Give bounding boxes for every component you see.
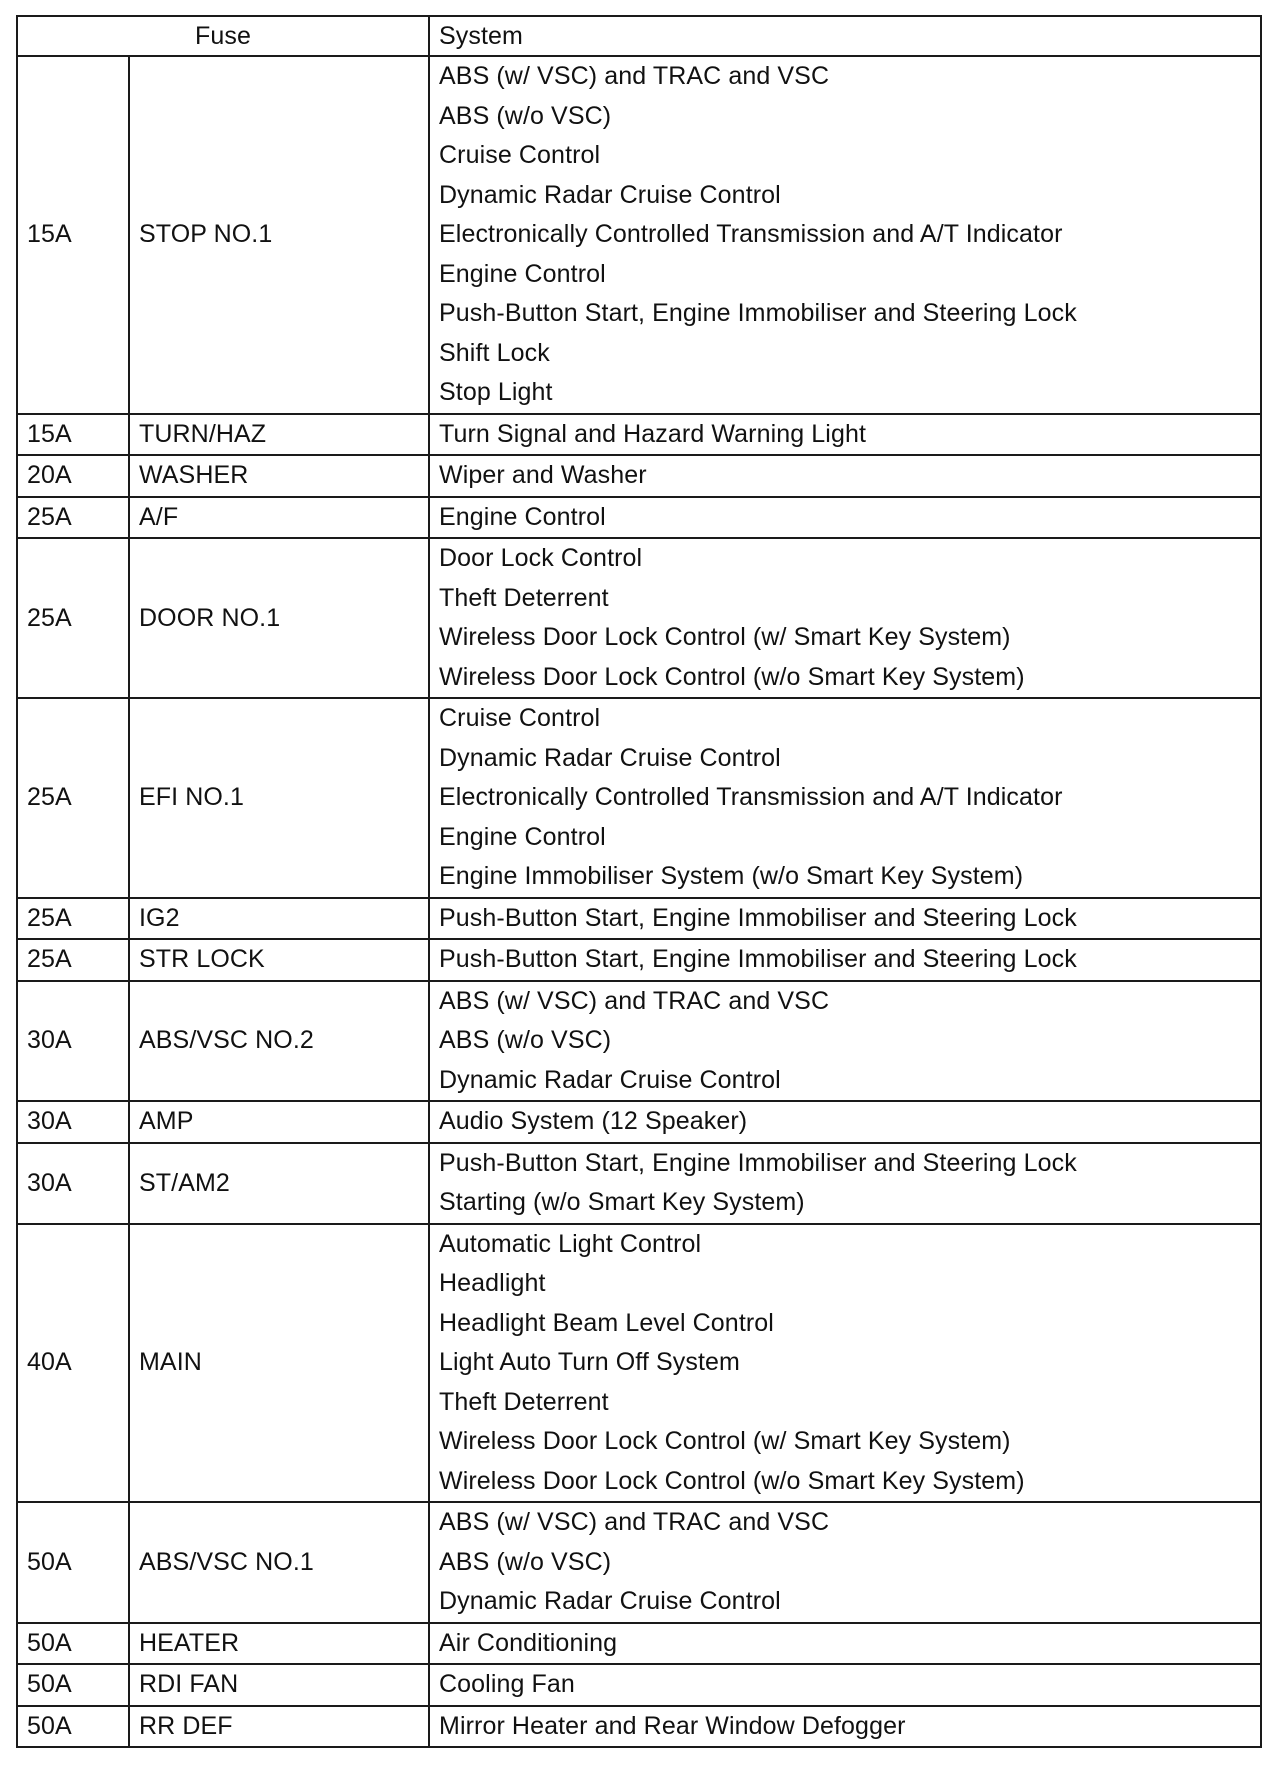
system-item: Dynamic Radar Cruise Control (439, 1587, 781, 1615)
fuse-name: STR LOCK (129, 939, 429, 981)
system-cell (429, 497, 1261, 539)
table-row (17, 455, 1261, 497)
system-item: ABS (w/o VSC) (439, 1026, 612, 1054)
fuse-amperage: 25A (17, 898, 129, 940)
fuse-amperage: 25A (17, 538, 129, 698)
table-row (17, 1664, 1261, 1706)
system-item: Dynamic Radar Cruise Control (439, 743, 781, 772)
fuse-column-header: Fuse (17, 16, 429, 56)
system-item: Push-Button Start, Engine Immobiliser and Steering Lock (439, 945, 1077, 973)
fuse-name: STOP NO.1 (129, 56, 429, 414)
system-cell (429, 1143, 1261, 1224)
system-item: Headlight Beam Level Control (439, 1308, 774, 1337)
system-cell (429, 455, 1261, 497)
table-row (17, 1224, 1261, 1503)
system-item: Push-Button Start, Engine Immobiliser and Steering Lock (439, 903, 1077, 932)
system-item: Push-Button Start, Engine Immobiliser and Steering Lock (439, 299, 1077, 327)
table-row (17, 898, 1261, 940)
system-cell (429, 1664, 1261, 1706)
table-row (17, 1502, 1261, 1623)
fuse-name: MAIN (129, 1224, 429, 1503)
table-row (17, 698, 1261, 898)
table-row (17, 414, 1261, 456)
system-column-header: System (429, 16, 1261, 56)
table-row (17, 538, 1261, 698)
system-item: Wiper and Washer (439, 461, 647, 489)
fuse-name: HEATER (129, 1623, 429, 1665)
system-item: Turn Signal and Hazard Warning Light (439, 419, 866, 448)
system-item: Dynamic Radar Cruise Control (439, 180, 781, 209)
system-item: ABS (w/o VSC) (439, 1547, 612, 1576)
system-item: ABS (w/o VSC) (439, 101, 612, 130)
system-cell (429, 56, 1261, 414)
table-row (17, 939, 1261, 981)
fuse-name: WASHER (129, 455, 429, 497)
system-item: Wireless Door Lock Control (w/o Smart Key System) (439, 1466, 1025, 1495)
fuse-amperage: 30A (17, 1101, 129, 1143)
fuse-amperage: 15A (17, 414, 129, 456)
system-item: Light Auto Turn Off System (439, 1348, 740, 1376)
system-item: Wireless Door Lock Control (w/ Smart Key System) (439, 623, 1011, 651)
system-item: Wireless Door Lock Control (w/ Smart Key System) (439, 1427, 1011, 1455)
system-item: Mirror Heater and Rear Window Defogger (439, 1711, 906, 1740)
system-item: Stop Light (439, 378, 553, 406)
system-cell (429, 1502, 1261, 1623)
table-row (17, 1101, 1261, 1143)
fuse-amperage: 50A (17, 1502, 129, 1623)
fuse-amperage: 50A (17, 1664, 129, 1706)
table-header-row (17, 16, 1261, 56)
table-row (17, 56, 1261, 414)
table-row (17, 1143, 1261, 1224)
fuse-name: ABS/VSC NO.2 (129, 981, 429, 1102)
system-cell (429, 1706, 1261, 1748)
system-item: Engine Immobiliser System (w/o Smart Key System) (439, 862, 1024, 890)
system-cell (429, 698, 1261, 898)
system-item: ABS (w/ VSC) and TRAC and VSC (439, 1508, 830, 1536)
system-cell (429, 939, 1261, 981)
system-item: ABS (w/ VSC) and TRAC and VSC (439, 62, 830, 90)
system-cell (429, 414, 1261, 456)
system-item: Door Lock Control (439, 544, 643, 572)
system-item: Theft Deterrent (439, 583, 609, 612)
table-row (17, 1623, 1261, 1665)
system-cell (429, 538, 1261, 698)
table-row (17, 981, 1261, 1102)
fuse-amperage: 40A (17, 1224, 129, 1503)
system-item: Push-Button Start, Engine Immobiliser and Steering Lock (439, 1148, 1077, 1177)
system-item: Starting (w/o Smart Key System) (439, 1188, 805, 1216)
system-cell (429, 981, 1261, 1102)
fuse-name: TURN/HAZ (129, 414, 429, 456)
fuse-name: RR DEF (129, 1706, 429, 1748)
system-item: Electronically Controlled Transmission and A/T Indicator (439, 783, 1063, 811)
fuse-amperage: 50A (17, 1623, 129, 1665)
system-cell (429, 1623, 1261, 1665)
fuse-amperage: 50A (17, 1706, 129, 1748)
system-item: Cooling Fan (439, 1670, 575, 1698)
system-item: Shift Lock (439, 338, 550, 367)
table-body (17, 56, 1261, 1747)
fuse-name: DOOR NO.1 (129, 538, 429, 698)
system-item: Cruise Control (439, 141, 601, 169)
fuse-amperage: 25A (17, 497, 129, 539)
system-item: Headlight (439, 1269, 546, 1297)
fuse-name: ABS/VSC NO.1 (129, 1502, 429, 1623)
system-item: ABS (w/ VSC) and TRAC and VSC (439, 986, 830, 1015)
system-item: Theft Deterrent (439, 1387, 609, 1416)
system-item: Engine Control (439, 502, 606, 531)
system-item: Air Conditioning (439, 1628, 618, 1657)
system-item: Audio System (12 Speaker) (439, 1107, 748, 1135)
fuse-name: EFI NO.1 (129, 698, 429, 898)
fuse-table (16, 15, 1262, 1748)
table-row (17, 1706, 1261, 1748)
fuse-amperage: 30A (17, 981, 129, 1102)
system-item: Dynamic Radar Cruise Control (439, 1065, 781, 1094)
system-item: Electronically Controlled Transmission and A/T Indicator (439, 220, 1063, 248)
system-item: Automatic Light Control (439, 1229, 702, 1258)
fuse-name: IG2 (129, 898, 429, 940)
table-row (17, 497, 1261, 539)
fuse-amperage: 20A (17, 455, 129, 497)
system-cell (429, 1101, 1261, 1143)
system-cell (429, 1224, 1261, 1503)
fuse-name: A/F (129, 497, 429, 539)
fuse-name: ST/AM2 (129, 1143, 429, 1224)
system-item: Cruise Control (439, 704, 601, 732)
fuse-amperage: 30A (17, 1143, 129, 1224)
system-item: Engine Control (439, 822, 606, 851)
system-item: Wireless Door Lock Control (w/o Smart Key System) (439, 662, 1025, 691)
system-cell (429, 898, 1261, 940)
fuse-amperage: 25A (17, 698, 129, 898)
fuse-amperage: 25A (17, 939, 129, 981)
fuse-name: RDI FAN (129, 1664, 429, 1706)
system-item: Engine Control (439, 259, 606, 288)
fuse-name: AMP (129, 1101, 429, 1143)
fuse-amperage: 15A (17, 56, 129, 414)
